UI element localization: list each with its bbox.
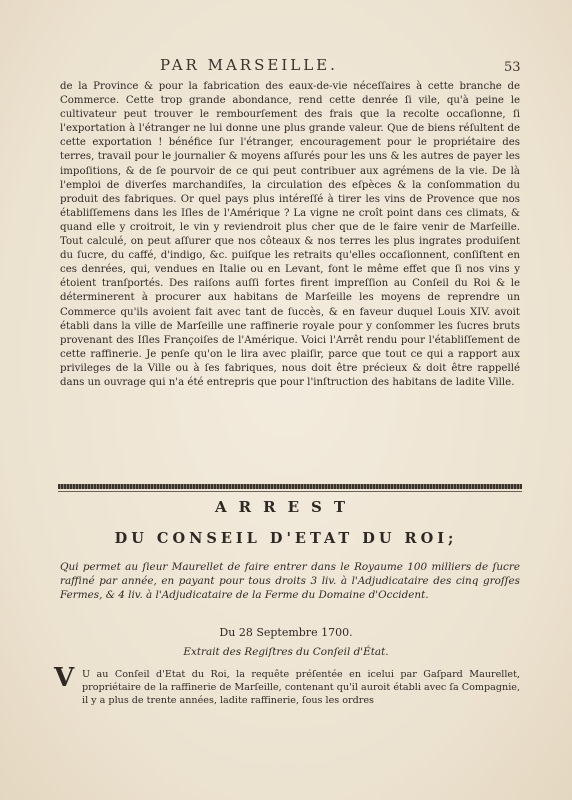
page-number: 53 (504, 60, 521, 75)
decree-text: U au Conſeil d'Etat du Roi, la requête préſentée en icelui par Gaſpard Maurellet, propriétaire de la raffinerie de Marſeille, contenant qu'il auroit établi avec ſa Compagnie, il y a plus de trente années, ladite raffinerie, ſous les ordres (82, 669, 520, 706)
rule-line (58, 491, 522, 492)
council-heading: DU CONSEIL D'ETAT DU ROI; (114, 530, 458, 547)
body-paragraph: de la Province & pour la fabrication des eaux-de-vie néceſſaires à cette branche de Commerce. Cette trop grande abondance, rend cette denrée ſi vile, qu'à peine le cultivateur peut trouver le rembourſement des frais que la recolte occaſionne, ſi l'exportation à l'étranger ne lui donne une plus grande valeur. Que de biens réſultent de cette exportation ! bénéfice ſur l'étranger, encouragement pour le propriétaire des terres, travail pour le journalier & moyens aſſurés pour les uns & les autres de payer les impoſitions, & de ſe pourvoir de ce qui peut contribuer aux agrémens de la vie. De là l'emploi de diverſes marchandiſes, la circulation des eſpèces & la conſommation du produit des fabriques. Or quel pays plus intéreſſé à tirer les vins de Provence que nos établiſſemens dans les Iſles de l'Amérique ? La vigne ne croît point dans ces climats, & quand elle y croitroit, le vin y reviendroit plus cher que de le faire venir de Marſeille. Tout calculé, on peut aſſurer que nos côteaux & nos terres les plus ingrates produiſent du ſucre, du caffé, d'indigo, &c. puiſque les retraits qu'elles occaſionnent, conſiſtent en ces denrées, qui, vendues en Italie ou en Levant, font le même effet que ſi nos vins y étoient tranſportés. Des raiſons auſſi fortes firent impreſſion au Conſeil du Roi & le déterminerent à procurer aux habitans de Marſeille les moyens de reprendre un Commerce qu'ils avoient fait avec tant de ſuccès, & en faveur duquel Louis XIV. avoit établi dans la ville de Marſeille une raffinerie royale pour y conſommer les ſucres bruts provenant des Iſles Françoiſes de l'Amérique. Voici l'Arrêt rendu pour l'établiſſement de cette raffinerie. Je penſe qu'on le lira avec plaiſir, parce que tout ce qui a rapport aux privileges de la Ville ou à ſes fabriques, nous doit être précieux & doit être rappellé dans un ouvrage qui n'a été entrepris que pour l'inſtruction des habitans de ladite Ville. (60, 81, 520, 388)
running-head: PAR MARSEILLE. (160, 56, 338, 74)
decree-title: ARREST (215, 498, 357, 516)
decree-subtitle: Qui permet au ſieur Maurellet de faire entrer dans le Royaume 100 milliers de ſucre raffiné par année, en payant pour tous droits 3 liv. à l'Adjudicataire des cinq groſſes Fermes, & 4 liv. à l'Adjudicataire de la Ferme du Domaine d'Occident. (60, 561, 520, 602)
registry-extract: Extrait des Regiſtres du Conſeil d'État. (183, 646, 389, 658)
drop-cap: V (54, 663, 75, 693)
ornamental-rule (58, 484, 522, 489)
decree-date: Du 28 Septembre 1700. (219, 626, 353, 639)
